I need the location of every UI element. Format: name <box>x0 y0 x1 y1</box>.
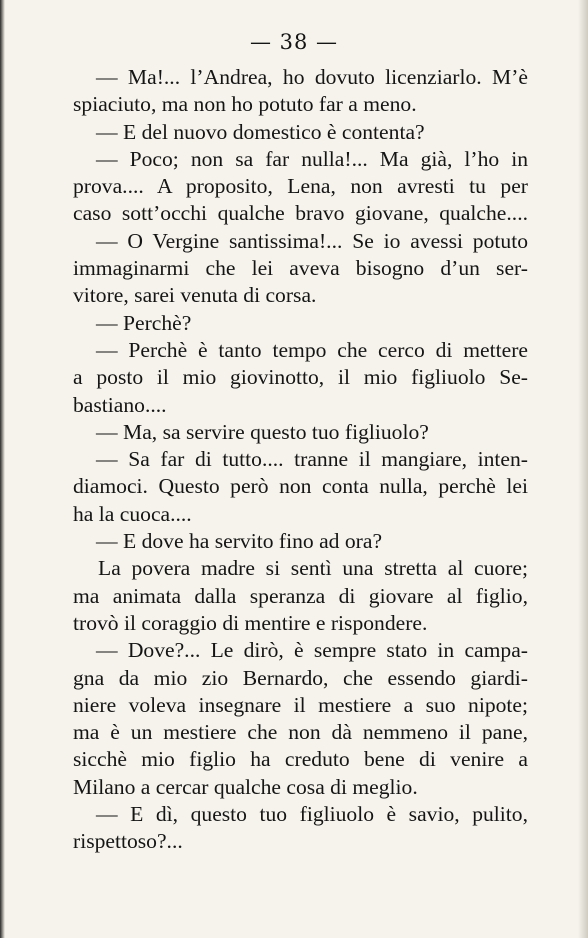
text-line: Milano a cercar qualche cosa di meglio. <box>73 774 418 799</box>
text-line: — E dì, questo tuo figliuolo è savio, pulito, <box>96 802 528 827</box>
text-line: diamoci. Questo però non conta nulla, perchè lei <box>73 474 528 499</box>
text-line: ma animata dalla speranza di giovare al figlio, <box>73 583 528 608</box>
page-edge-shadow <box>578 0 588 938</box>
body-text <box>73 64 528 856</box>
text-line: ha la cuoca.... <box>73 501 192 526</box>
text-line: caso sott’occhi qualche bravo giovane, qualche.... <box>73 201 528 226</box>
text-line: — Perchè? <box>96 310 192 335</box>
text-line: — Ma, sa servire questo tuo figliuolo? <box>96 419 429 444</box>
text-line: a posto il mio giovinotto, il mio figliuolo Se- <box>73 365 528 390</box>
text-line: bastiano.... <box>73 392 167 417</box>
text-line: — E del nuovo domestico è contenta? <box>96 119 425 144</box>
text-line: — Poco; non sa far nulla!... Ma già, l’ho in <box>96 146 528 171</box>
text-line: niere voleva insegnare il mestiere a suo nipote; <box>73 692 528 717</box>
text-line: — O Vergine santissima!... Se io avessi potuto <box>96 228 528 253</box>
text-line: La povera madre si sentì una stretta al cuore; <box>98 556 528 581</box>
text-line: — Ma!... l’Andrea, ho dovuto licenziarlo. M’è <box>96 65 528 89</box>
text-line: vitore, sarei venuta di corsa. <box>73 283 317 308</box>
text-line: sicchè mio figlio ha creduto bene di venire a <box>73 747 528 772</box>
text-line: ma è un mestiere che non dà nemmeno il pane, <box>73 720 528 745</box>
text-line: prova.... A proposito, Lena, non avresti tu per <box>73 174 528 199</box>
text-line: — Perchè è tanto tempo che cerco di mettere <box>96 337 528 362</box>
page-number: — 38 — <box>249 30 339 54</box>
text-line: — Dove?... Le dirò, è sempre stato in campa- <box>96 638 528 663</box>
text-line: — E dove ha servito fino ad ora? <box>96 529 383 554</box>
page-gutter-shadow <box>0 0 5 938</box>
text-line: spiaciuto, ma non ho potuto far a meno. <box>73 92 417 117</box>
text-line: trovò il coraggio di mentire e rispondere. <box>73 610 428 635</box>
text-line: gna da mio zio Bernardo, che essendo giardi- <box>73 665 528 690</box>
text-line: immaginarmi che lei aveva bisogno d’un ser- <box>73 256 528 281</box>
text-line: rispettoso?... <box>73 829 183 854</box>
text-line: — Sa far di tutto.... tranne il mangiare, inten- <box>96 447 528 472</box>
